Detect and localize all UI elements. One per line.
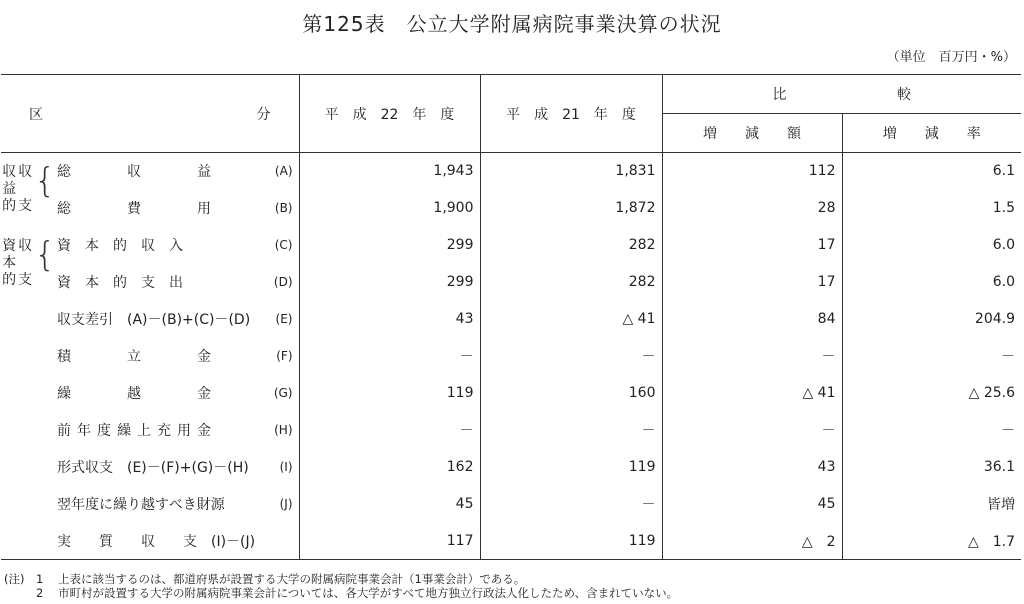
table-row [1, 449, 1021, 486]
header-diff: 増 減 額 [662, 114, 842, 153]
cell-rate: 皆増 [842, 486, 1021, 523]
table-row [1, 523, 1021, 560]
row-tag: (H) [274, 423, 293, 437]
footnote-1 [4, 572, 678, 586]
cell-fy22: 299 [299, 227, 480, 264]
cell-fy22: 117 [299, 523, 480, 560]
table-row [1, 227, 1021, 264]
footnotes [4, 572, 678, 600]
row-tag: (C) [274, 238, 293, 252]
table-row [1, 301, 1021, 338]
cell-diff: － [662, 338, 842, 375]
row-label: 繰 越 金 [57, 386, 211, 402]
cell-diff: 45 [662, 486, 842, 523]
table-row [1, 153, 1021, 190]
row-label: 総 収 益 [57, 164, 211, 181]
cell-diff: △ 41 [662, 375, 842, 412]
cell-rate: 36.1 [842, 449, 1021, 486]
footnote-2 [4, 586, 678, 600]
row-label: 翌年度に繰り越すべき財源 [57, 497, 225, 513]
header-rate: 増 減 率 [842, 114, 1021, 153]
cell-diff: 43 [662, 449, 842, 486]
cell-fy21: 119 [480, 449, 662, 486]
cell-rate: △ 1.7 [842, 523, 1021, 560]
revenue-group-label: 収 益 的 収 支 { [2, 161, 56, 215]
cell-fy22: － [299, 412, 480, 449]
cell-fy21: 160 [480, 375, 662, 412]
cell-rate: 6.0 [842, 264, 1021, 301]
row-tag: (G) [273, 386, 293, 400]
cell-fy21: － [480, 486, 662, 523]
footnote-number: 1 [36, 572, 44, 586]
table-row [1, 264, 1021, 301]
cell-fy21: 1,831 [480, 153, 662, 190]
cell-rate: 1.5 [842, 190, 1021, 227]
row-label: 収支差引 (A)－(B)+(C)－(D) [57, 312, 251, 328]
unit-label: （単位 百万円・%） [886, 50, 1016, 65]
row-label: 積 立 金 [57, 349, 211, 365]
footnote-number: 2 [36, 586, 44, 600]
cell-rate: 6.1 [842, 153, 1021, 190]
cell-fy21: － [480, 338, 662, 375]
row-tag: (D) [273, 275, 293, 289]
cell-fy22: 119 [299, 375, 480, 412]
cell-fy21: 282 [480, 264, 662, 301]
row-tag: (A) [274, 164, 293, 179]
table-row [1, 338, 1021, 375]
row-label: 総 費 用 [57, 201, 211, 217]
row-label: 形式収支 (E)－(F)+(G)－(H) [57, 460, 249, 476]
cell-diff: △ 2 [662, 523, 842, 560]
cell-fy22: 1,900 [299, 190, 480, 227]
cell-fy22: 1,943 [299, 153, 480, 190]
row-tag: (J) [279, 497, 293, 511]
cell-rate: 204.9 [842, 301, 1021, 338]
header-fy21: 平 成 21 年 度 [480, 75, 662, 153]
cell-fy22: 299 [299, 264, 480, 301]
cell-fy21: 119 [480, 523, 662, 560]
cell-diff: 84 [662, 301, 842, 338]
cell-rate: － [842, 338, 1021, 375]
cell-fy21: － [480, 412, 662, 449]
cell-rate: 6.0 [842, 227, 1021, 264]
header-category: 区 分 [1, 75, 299, 153]
cell-diff: － [662, 412, 842, 449]
footnote-text: 市町村が設置する大学の附属病院事業会計については、各大学がすべて地方独立行政法人化したため、含まれていない。 [58, 586, 679, 600]
cell-fy21: 282 [480, 227, 662, 264]
cell-fy22: 162 [299, 449, 480, 486]
cell-fy21: 1,872 [480, 190, 662, 227]
cell-rate: － [842, 412, 1021, 449]
table-row [1, 190, 1021, 227]
table-row [1, 412, 1021, 449]
row-label: 実 質 収 支 (I)－(J) [57, 533, 256, 550]
capital-group-label: 資 本 的 収 支 { [2, 235, 56, 288]
cell-fy21: △ 41 [480, 301, 662, 338]
cell-diff: 28 [662, 190, 842, 227]
cell-fy22: 43 [299, 301, 480, 338]
settlement-table [1, 74, 1021, 560]
cell-diff: 112 [662, 153, 842, 190]
cell-diff: 17 [662, 227, 842, 264]
cell-fy22: － [299, 338, 480, 375]
page-title: 第125表 公立大学附属病院事業決算の状況 [302, 12, 722, 36]
row-label: 資 本 的 支 出 [57, 275, 183, 291]
cell-diff: 17 [662, 264, 842, 301]
cell-rate: △ 25.6 [842, 375, 1021, 412]
header-fy22: 平 成 22 年 度 [299, 75, 480, 153]
header-compare: 比 較 [662, 75, 1021, 114]
row-tag: (F) [276, 349, 293, 363]
table-row [1, 486, 1021, 523]
footnote-lead: (注) [4, 572, 25, 586]
table-row [1, 375, 1021, 412]
row-label: 資 本 的 収 入 [57, 238, 183, 254]
row-tag: (B) [274, 201, 293, 215]
row-label: 前年度繰上充用金 [57, 423, 217, 439]
cell-fy22: 45 [299, 486, 480, 523]
row-tag: (I) [279, 460, 293, 474]
row-tag: (E) [275, 312, 293, 326]
footnote-text: 上表に該当するのは、都道府県が設置する大学の附属病院事業会計（1事業会計）である。 [58, 572, 526, 586]
